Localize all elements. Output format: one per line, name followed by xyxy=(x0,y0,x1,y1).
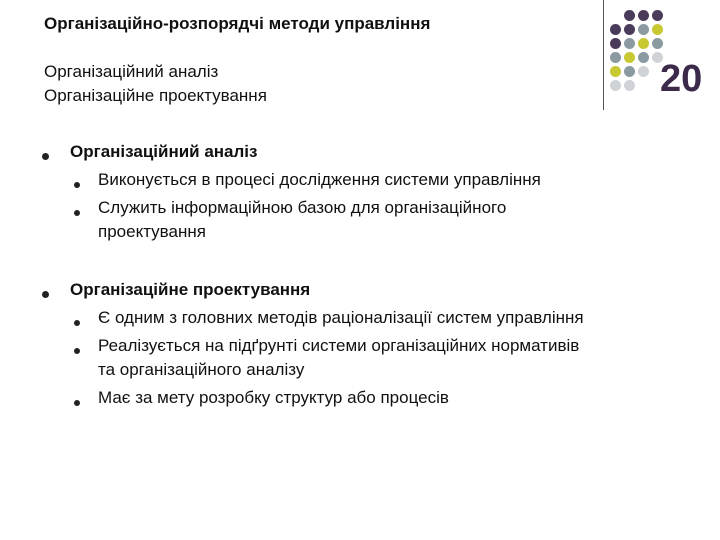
bullet-dot-icon xyxy=(74,210,80,216)
section-heading: Організаційне проектування xyxy=(70,280,311,299)
bullet-dot-icon xyxy=(74,348,80,354)
dot xyxy=(610,24,621,35)
slide-title: Організаційно-розпорядчі методи управління xyxy=(44,14,431,33)
dot xyxy=(624,80,635,91)
bullet-dot-icon xyxy=(42,153,49,160)
subtitle-analysis: Організаційний аналіз xyxy=(44,62,219,81)
list-item: Є одним з головних методів раціоналізації систем управління xyxy=(98,308,584,327)
subtitle-design: Організаційне проектування xyxy=(44,86,267,105)
divider-line xyxy=(603,0,604,110)
dot xyxy=(624,38,635,49)
dot xyxy=(610,66,621,77)
dot xyxy=(638,10,649,21)
slide-number: 20 xyxy=(660,58,703,100)
dot xyxy=(638,66,649,77)
bullet-dot-icon xyxy=(42,291,49,298)
bullet-dot-icon xyxy=(74,182,80,188)
dot xyxy=(652,38,663,49)
dot xyxy=(624,24,635,35)
bullet-dot-icon xyxy=(74,400,80,406)
dot xyxy=(624,66,635,77)
list-item: Виконується в процесі дослідження системи управління xyxy=(98,170,541,189)
list-item-continuation: проектування xyxy=(98,222,206,241)
dot xyxy=(638,38,649,49)
dot xyxy=(652,24,663,35)
section-heading: Організаційний аналіз xyxy=(70,142,258,161)
dot xyxy=(624,52,635,63)
dot xyxy=(638,52,649,63)
dot xyxy=(610,52,621,63)
dot xyxy=(610,38,621,49)
dot xyxy=(624,10,635,21)
dot xyxy=(652,10,663,21)
list-item-continuation: та організаційного аналізу xyxy=(98,360,305,379)
list-item: Реалізується на підґрунті системи організаційних нормативів xyxy=(98,336,580,355)
list-item: Служить інформаційною базою для організаційного xyxy=(98,198,507,217)
bullet-dot-icon xyxy=(74,320,80,326)
dot xyxy=(638,24,649,35)
dot xyxy=(610,80,621,91)
list-item: Має за мету розробку структур або процесів xyxy=(98,388,449,407)
